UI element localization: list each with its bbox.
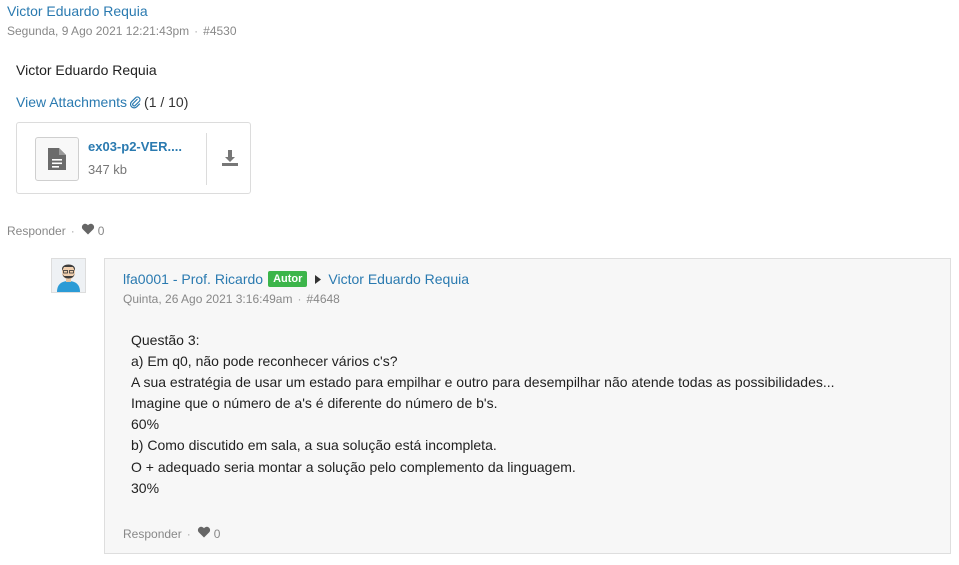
reply-meta xyxy=(123,292,340,306)
in-reply-to-link[interactable]: Victor Eduardo Requia xyxy=(328,271,470,287)
reply-line: 60% xyxy=(131,416,160,433)
post-id-link[interactable]: #4530 xyxy=(203,24,237,38)
avatar xyxy=(51,258,86,293)
reply-line: Imagine que o número de a's é diferente do número de b's. xyxy=(131,395,498,412)
reply-line: A sua estratégia de usar um estado para empilhar e outro para desempilhar não atende todas as possibilidades... xyxy=(131,374,835,391)
reply-post xyxy=(104,258,951,554)
heart-icon[interactable] xyxy=(81,223,95,238)
reply-line: 30% xyxy=(131,479,160,496)
view-attachments-link[interactable] xyxy=(16,94,141,110)
post-date: Segunda, 9 Ago 2021 12:21:43pm xyxy=(7,24,190,38)
reply-author-link[interactable]: lfa0001 - Prof. Ricardo xyxy=(123,271,264,287)
reply-line: b) Como discutido em sala, a sua solução está incompleta. xyxy=(131,437,497,454)
author-badge: Autor xyxy=(268,271,307,287)
file-name-link[interactable]: ex03-p2-VER.... xyxy=(88,139,182,154)
reply-body xyxy=(131,330,835,499)
reply-button[interactable]: Responder xyxy=(7,223,66,238)
view-attachments-label: View Attachments xyxy=(16,94,128,110)
meta-separator: · xyxy=(194,24,199,38)
download-icon[interactable] xyxy=(219,147,241,169)
attachment-card xyxy=(16,122,251,194)
reply-button[interactable]: Responder xyxy=(123,526,182,541)
heart-icon[interactable] xyxy=(197,526,211,541)
post-meta xyxy=(7,24,237,38)
action-separator: · xyxy=(186,526,191,541)
attachments-count: (1 / 10) xyxy=(144,94,189,110)
reply-date: Quinta, 26 Ago 2021 3:16:49am xyxy=(123,292,293,306)
reply-header xyxy=(123,271,469,287)
reply-id-link[interactable]: #4648 xyxy=(306,292,340,306)
reply-actions xyxy=(123,526,220,541)
likes-count: 0 xyxy=(97,223,105,238)
post-body: Victor Eduardo Requia xyxy=(16,62,157,78)
caret-right-icon xyxy=(315,271,321,287)
reply-line: O + adequado seria montar a solução pelo complemento da linguagem. xyxy=(131,458,576,475)
reply-line: Questão 3: xyxy=(131,332,200,348)
likes-count: 0 xyxy=(213,526,221,541)
file-document-icon xyxy=(35,137,79,181)
reply-line: a) Em q0, não pode reconhecer vários c's? xyxy=(131,353,398,370)
file-divider xyxy=(206,133,207,185)
post-actions xyxy=(7,223,104,238)
post-author-link[interactable]: Victor Eduardo Requia xyxy=(7,3,148,19)
paperclip-icon xyxy=(130,96,141,112)
attachments-row xyxy=(16,94,188,112)
meta-separator: · xyxy=(297,292,302,306)
file-size: 347 kb xyxy=(88,162,128,177)
action-separator: · xyxy=(70,223,75,238)
